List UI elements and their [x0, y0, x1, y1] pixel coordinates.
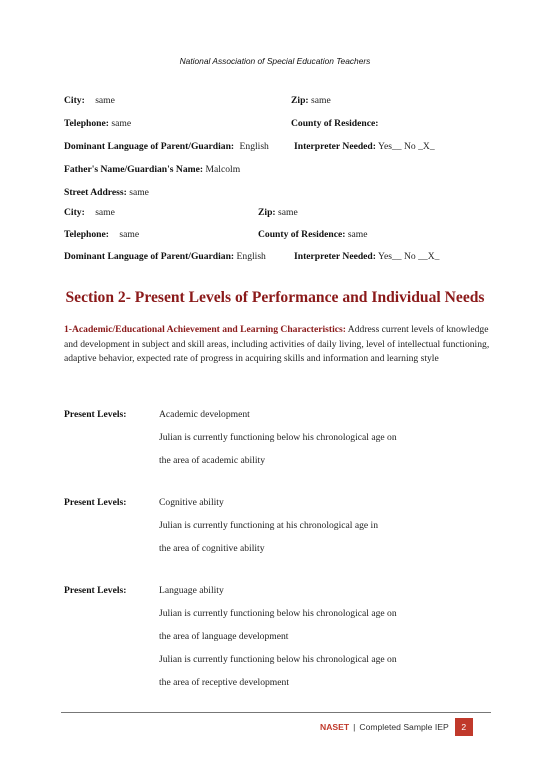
language-field-1	[64, 141, 269, 152]
zip-label: Zip:	[291, 95, 309, 106]
page-number: 2	[455, 718, 473, 736]
telephone-field-1	[64, 118, 131, 129]
page-header: National Association of Special Education Teachers	[179, 56, 371, 66]
present-levels-line: the area of cognitive ability	[159, 543, 265, 554]
footer-divider	[61, 712, 491, 713]
father-name-field	[64, 164, 240, 175]
zip-value: same	[311, 95, 331, 106]
interpreter-no: No	[403, 251, 416, 262]
section-title: Section 2- Present Levels of Performance and Individual Needs	[65, 289, 485, 306]
present-levels-line: the area of academic ability	[159, 455, 266, 466]
father-name-value: Malcolm	[205, 164, 241, 175]
language-value: English	[236, 251, 266, 262]
intro-text: Address current levels of knowledge and development in subject and skill areas, including activities of daily living, level of intellectual functioning, adaptive behavior, expected rate of progress in acquiring skills and information and learning style	[64, 324, 490, 365]
father-name-label: Father's Name/Guardian's Name:	[64, 164, 204, 175]
present-levels-line: Julian is currently functioning below his chronological age on	[159, 432, 397, 443]
county-label: County of Residence:	[291, 118, 379, 129]
interpreter-field-1	[294, 141, 435, 152]
street-address-label: Street Address:	[64, 187, 127, 198]
county-field-2	[258, 229, 368, 240]
present-levels-line: the area of language development	[159, 631, 289, 642]
present-levels-line: Julian is currently functioning below his chronological age on	[159, 654, 397, 665]
county-label: County of Residence:	[258, 229, 346, 240]
present-levels-area: Cognitive ability	[159, 497, 224, 508]
city-field-1	[64, 95, 115, 106]
footer-separator: |	[353, 722, 356, 732]
present-levels-line: Julian is currently functioning below his chronological age on	[159, 608, 397, 619]
telephone-value: same	[119, 229, 140, 240]
interpreter-label: Interpreter Needed:	[294, 141, 376, 152]
telephone-label: Telephone:	[64, 118, 109, 129]
zip-field-2	[258, 207, 298, 218]
language-value: English	[239, 141, 269, 152]
footer-org: NASET	[320, 722, 350, 732]
city-value: same	[95, 207, 115, 218]
city-label: City:	[64, 95, 85, 106]
zip-label: Zip:	[258, 207, 276, 218]
street-address-value: same	[129, 187, 149, 198]
present-levels-label: Present Levels:	[64, 497, 127, 508]
present-levels-line: Julian is currently functioning at his chronological age in	[159, 520, 379, 531]
page-footer	[320, 718, 473, 736]
present-levels-label: Present Levels:	[64, 585, 127, 596]
telephone-label: Telephone:	[64, 229, 109, 240]
present-levels-area: Academic development	[159, 409, 250, 420]
county-value: same	[347, 229, 368, 240]
intro-label: 1-Academic/Educational Achievement and Learning Characteristics:	[64, 324, 346, 335]
interpreter-label: Interpreter Needed:	[294, 251, 376, 262]
interpreter-yes: Yes__	[378, 251, 402, 262]
city-field-2	[64, 207, 115, 218]
interpreter-field-2	[294, 251, 439, 262]
footer-doc-title: Completed Sample IEP	[359, 722, 449, 732]
present-levels-area: Language ability	[159, 585, 224, 596]
zip-value: same	[278, 207, 298, 218]
present-levels-line: the area of receptive development	[159, 677, 289, 688]
present-levels-label: Present Levels:	[64, 409, 127, 420]
interpreter-no: No	[403, 141, 416, 152]
city-label: City:	[64, 207, 85, 218]
section-intro	[64, 323, 494, 367]
zip-field-1	[291, 95, 331, 106]
language-field-2	[64, 251, 266, 262]
city-value: same	[95, 95, 115, 106]
language-label: Dominant Language of Parent/Guardian:	[64, 251, 235, 262]
telephone-value: same	[111, 118, 132, 129]
interpreter-mark: __X_	[418, 251, 440, 262]
county-field-1	[291, 118, 378, 129]
language-label: Dominant Language of Parent/Guardian:	[64, 141, 235, 152]
telephone-field-2	[64, 229, 139, 240]
interpreter-yes: Yes__	[378, 141, 402, 152]
street-address-field	[64, 187, 149, 198]
interpreter-mark: _X_	[418, 141, 435, 152]
